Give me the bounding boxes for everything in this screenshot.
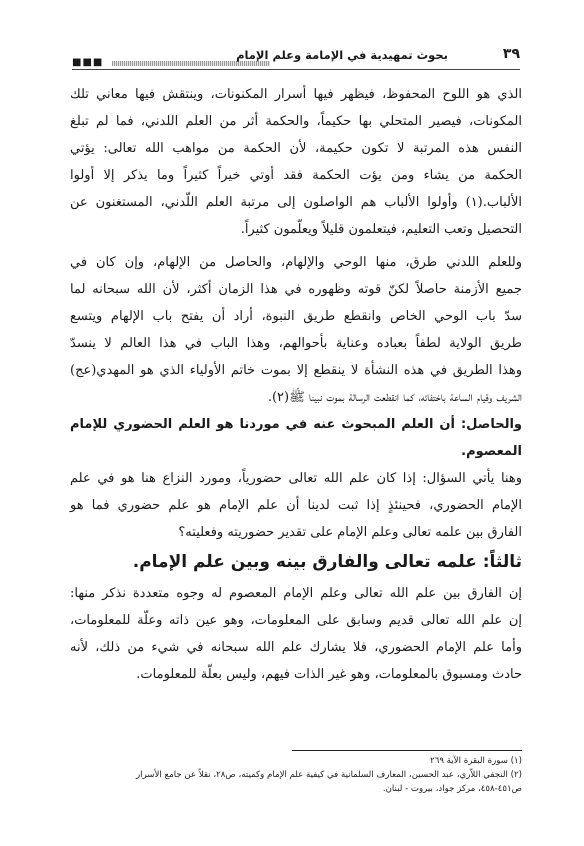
conclusion-line: والحاصل: أن العلم المبحوث عنه في موردنا هو العلم الحضوري للإمام bbox=[70, 417, 522, 432]
running-header bbox=[72, 44, 520, 70]
header-squares-ornament: ■■■ bbox=[72, 57, 104, 68]
header-rule bbox=[72, 69, 520, 70]
text-line: حادث ومسبوق بالمعلومات، وهو غير الذات فيهم، وليس بعلّة للمعلومات. bbox=[136, 667, 522, 682]
text-line: إن علم الله تعالى قديم وسابق على المعلومات، وهو عين ذاته وعلّة للمعلومات، bbox=[70, 613, 522, 628]
text-line: الحكمة من يشاء ومن يؤت الحكمة فقد أوتي خيراً كثيراً وما يذكر إلا أولوا bbox=[70, 168, 522, 183]
main-text bbox=[70, 86, 522, 693]
section-heading: ثالثاً: علمه تعالى والفارق بينه وبين علم الإمام. bbox=[132, 552, 522, 572]
text-line: الشريف وقيام الساعة باختفائه، كما انقطعت الرسالة بموت نبينا ﷺ(٢). bbox=[267, 390, 522, 405]
text-line: إن الفارق بين علم الله تعالى وعلم الإمام المعصوم له وجوه متعددة نذكر منها: bbox=[70, 586, 522, 601]
footnote: ص٤٥١-٤٥٨، مركز جواد، بيروت - لبنان. bbox=[382, 784, 522, 794]
text-line: المكونات، فيصير المتحلي بها حكيماً، والحكمة أثر من العلم اللدني، فما لم تبلغ bbox=[70, 114, 522, 129]
text-line: الفارق بين علمه تعالى وعلم الإمام على تقدير حضوريته وفعليته؟ bbox=[178, 525, 522, 540]
text-line: وهذا الطريق في هذه النشأة لا ينقطع إلا بموت خاتم الأولياء الذي هو المهدي(عج) bbox=[70, 363, 522, 378]
text-line: جميع الأزمنة حاصلاً لكنّ قوته وظهوره في هذا الزمان أكثر، لأن الله سبحانه لما bbox=[70, 282, 522, 297]
text-line: الذي هو اللوح المحفوظ، فيظهر فيها أسرار المكنونات، وينتقش فيها معاني تلك bbox=[70, 87, 522, 102]
text-line: وللعلم اللدني طرق، منها الوحي والإلهام، والحاصل من الإلهام، وإن كان في bbox=[70, 255, 522, 270]
footnote-rule bbox=[292, 750, 522, 751]
conclusion-line: المعصوم. bbox=[461, 444, 522, 459]
text-line: الإمام الحضوري، فحينئذٍ إذا ثبت لدينا أن علم الإمام هو علم حضوري فما هو bbox=[70, 498, 522, 513]
text-line: التحصيل وتعب التعليم، فيتعلمون قليلاً ويعلّمون كثيراً. bbox=[240, 222, 522, 237]
page-number: ٣٩ bbox=[502, 46, 520, 62]
text-line: سدّ باب الوحي الخاص وانقطع طريق النبوة، أراد أن يفتح باب الإلهام ويتسع bbox=[70, 309, 522, 324]
header-title: بحوث تمهيدية في الإمامة وعلم الإمام bbox=[236, 48, 448, 62]
footnote: (٢) النجفي اللاّري، عبد الحسين، المعارف السلمانية في كيفية علم الإمام وكميته، ص٢٨، نقلاً عن جامع الأسرار bbox=[136, 770, 522, 780]
footnotes bbox=[70, 756, 522, 798]
text-line: وهنا يأتي السؤال: إذا كان علم الله تعالى حضورياً، ومورد النزاع هنا هو في علم bbox=[70, 471, 522, 486]
text-line: الألباب.(١) وأولوا الألباب هم الواصلون إلى مرتبة العلم اللّدني، المستغنون عن bbox=[70, 195, 522, 210]
text-line: النفس هذه المرتبة لا تكون حكيمة، لأن الحكمة من مواهب الله تعالى: يؤتي bbox=[70, 141, 522, 156]
footnote: (١) سورة البقرة الآية ٢٦٩ bbox=[430, 756, 522, 766]
text-line: طريق الولاية لطفاً بعباده وعناية بأحوالهم، وهذا الباب في هذا العالم لا ينسدّ bbox=[70, 336, 522, 351]
text-line: وأما علم الإمام الحضوري، فلا يشارك علم الله سبحانه في شيء من ذلك، لأنه bbox=[70, 640, 522, 655]
